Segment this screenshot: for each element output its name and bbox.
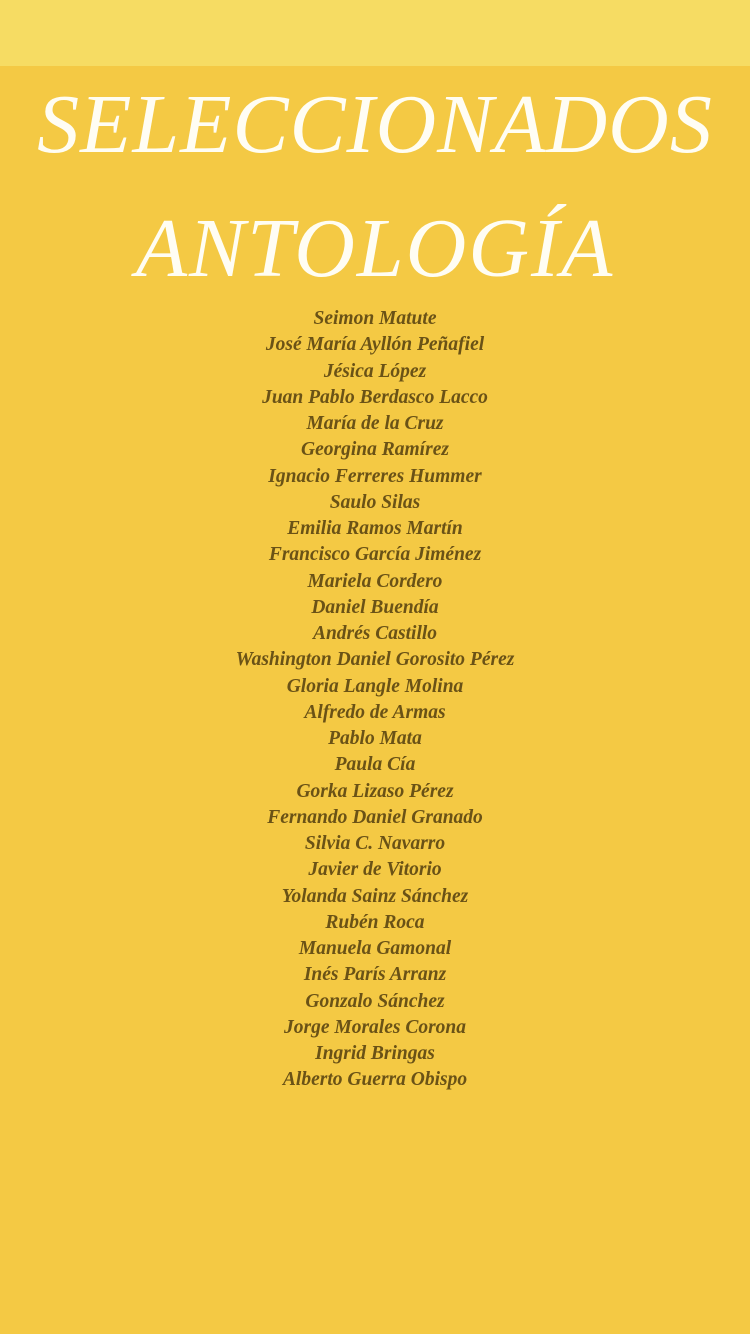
list-item: Javier de Vitorio: [308, 859, 442, 881]
list-item: Gorka Lizaso Pérez: [296, 780, 454, 802]
list-item: Pablo Mata: [328, 728, 422, 749]
list-item: Gloria Langle Molina: [286, 675, 464, 697]
list-item: Ignacio Ferreres Hummer: [268, 465, 482, 487]
list-item: Silvia C. Navarro: [304, 833, 446, 854]
list-item: Jésica López: [323, 360, 427, 382]
list-item: Saulo Silas: [329, 491, 421, 513]
list-item: José María Ayllón Peñafiel: [265, 334, 485, 356]
list-item: Rubén Roca: [325, 911, 425, 933]
list-item: Emilia Ramos Martín: [287, 518, 463, 539]
list-item: Fernando Daniel Granado: [267, 806, 483, 828]
list-item: Washington Daniel Gorosito Pérez: [235, 649, 515, 671]
list-item: Georgina Ramírez: [301, 439, 449, 461]
list-item: Juan Pablo Berdasco Lacco: [262, 386, 488, 408]
list-item: Alberto Guerra Obispo: [282, 1069, 468, 1091]
list-item: Paula Cía: [334, 754, 416, 776]
list-item: Seimon Matute: [313, 308, 437, 329]
title-selected: SELECCIONADOS: [37, 78, 713, 171]
list-item: Ingrid Bringas: [315, 1043, 435, 1064]
list-item: Francisco García Jiménez: [268, 544, 482, 566]
list-item: María de la Cruz: [306, 413, 444, 434]
list-item: Mariela Cordero: [307, 570, 443, 592]
list-item: Gonzalo Sánchez: [305, 990, 445, 1012]
list-item: Inés París Arranz: [303, 964, 447, 986]
selected-authors-list: [0, 306, 750, 1094]
list-item: Alfredo de Armas: [304, 701, 446, 723]
list-item: Manuela Gamonal: [298, 938, 452, 959]
list-item: Daniel Buendía: [311, 596, 439, 618]
top-status-bar: [0, 0, 750, 66]
list-item: Yolanda Sainz Sánchez: [281, 885, 469, 907]
list-item: Andrés Castillo: [312, 623, 438, 644]
title-anthology: ANTOLOGÍA: [135, 202, 615, 295]
list-item: Jorge Morales Corona: [283, 1016, 467, 1038]
